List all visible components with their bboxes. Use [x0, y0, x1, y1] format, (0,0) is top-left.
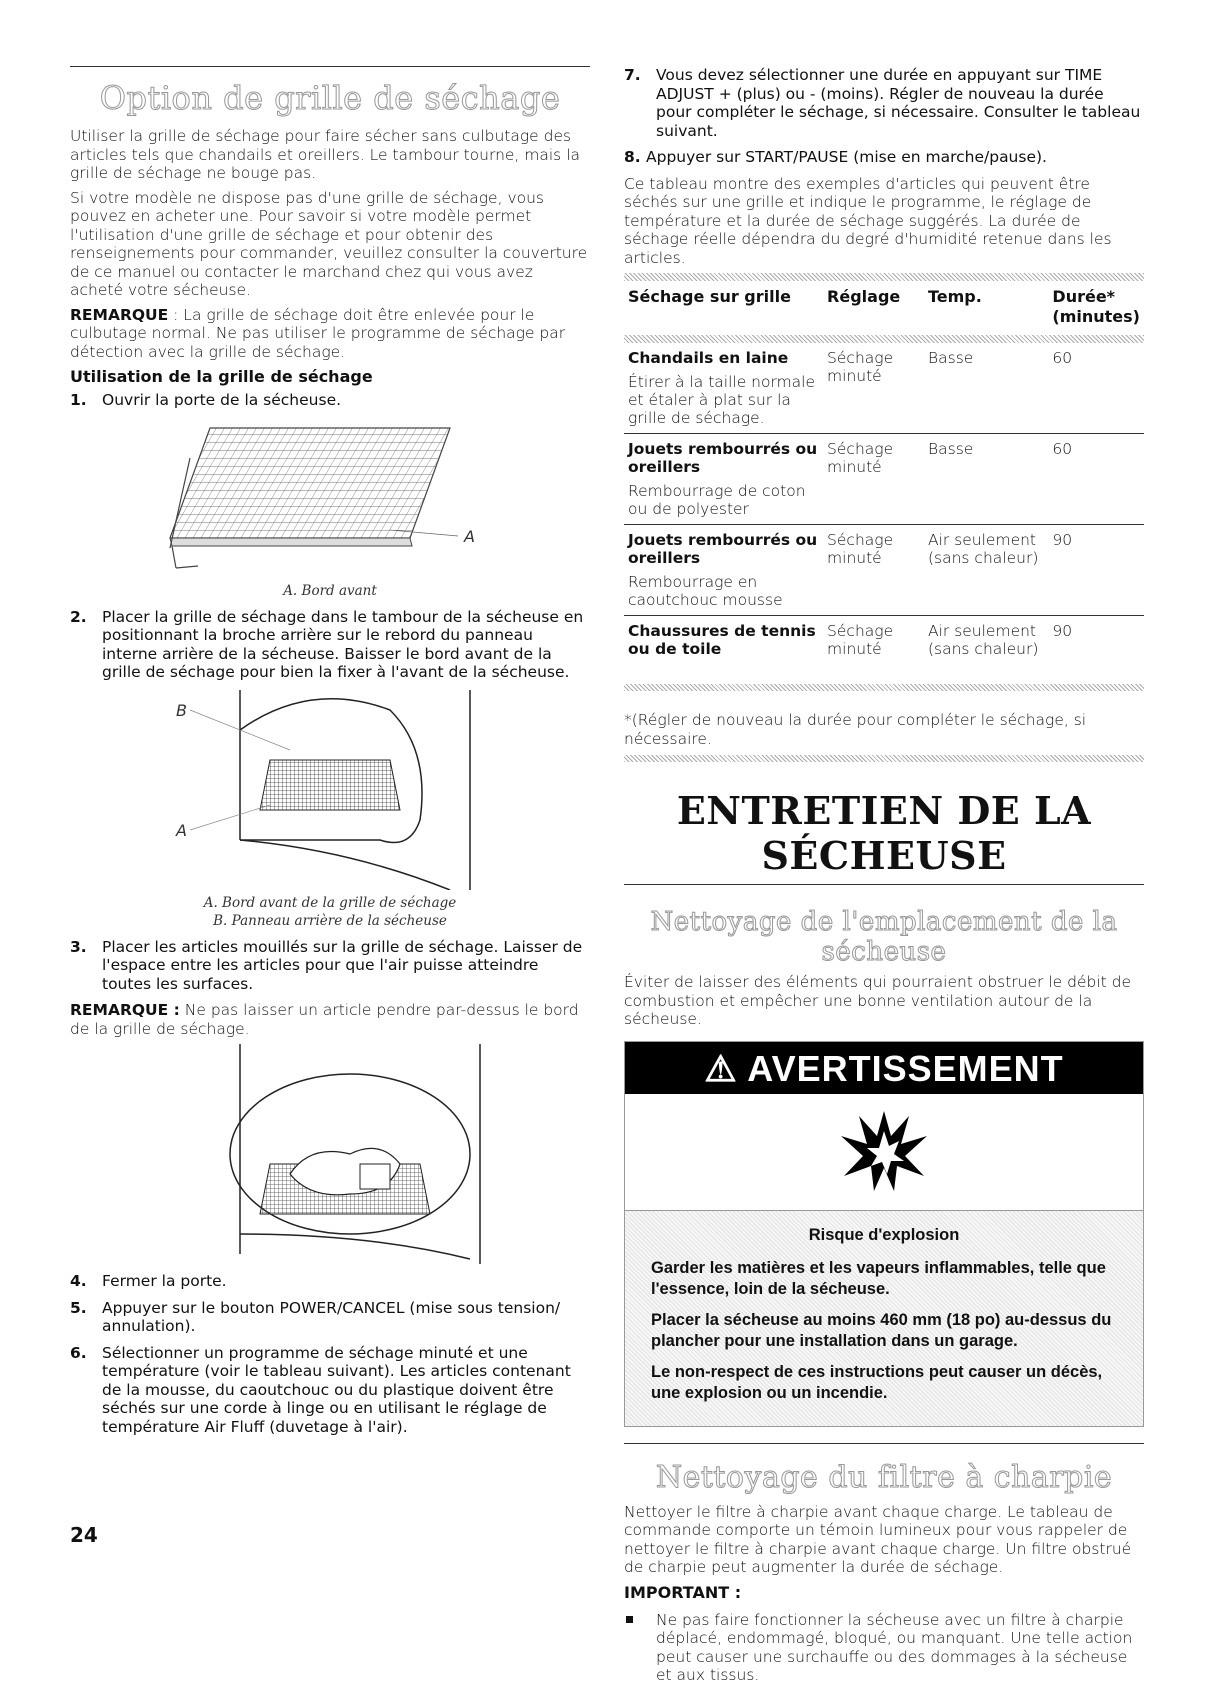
filter-rule	[624, 1443, 1144, 1444]
step-number: 5.	[70, 1298, 87, 1317]
items-on-rack-illustration	[150, 1044, 510, 1264]
cell-time: 60	[1048, 434, 1144, 525]
step-text: Sélectionner un programme de séchage minuté et une température (voir le tableau suivant). Les articles contenant de la mousse, du caoutchouc ou du plastique doivent être séchés sur une corde à linge ou en utilisant le réglage de température Air Fluff (duvetage à l'air).	[102, 1343, 571, 1436]
cell-setting: Séchage minuté	[823, 525, 924, 616]
table-row	[624, 343, 1144, 434]
header-time: Durée* (minutes)	[1052, 287, 1140, 326]
table-footnote: *(Régler de nouveau la durée pour compléter le séchage, si nécessaire.	[624, 711, 1087, 748]
main-title: ENTRETIEN DE LA SÉCHEUSE	[676, 788, 1092, 878]
note-label: REMARQUE	[70, 305, 169, 324]
step-text: Placer les articles mouillés sur la grille de séchage. Laisser de l'espace entre les articles pour que l'air puisse atteindre toutes les surfaces.	[102, 937, 583, 993]
warning-line-1: Garder les matières et les vapeurs inflammables, telle que l'essence, loin de la sécheuse.	[651, 1258, 1106, 1298]
warning-line-2: Placer la sécheuse au moins 460 mm (18 po) au-dessus du plancher pour une installation dans un garage.	[651, 1310, 1112, 1350]
section-heading-drying-rack: Option de grille de séchage	[99, 79, 561, 117]
table-top-hatch	[624, 273, 1144, 281]
step-text: Appuyer sur le bouton POWER/CANCEL (mise sous tension/ annulation).	[102, 1298, 561, 1335]
table-row	[624, 434, 1144, 525]
location-paragraph: Éviter de laisser des éléments qui pourraient obstruer le débit de combustion et empêcher une bonne ventilation autour de la sécheuse.	[624, 973, 1132, 1028]
table-intro: Ce tableau montre des exemples d'articles qui peuvent être séchés sur une grille et indique le programme, le réglage de température et la durée de séchage suggérés. La durée de séchage réelle dépendra du degré d'humidité retenue dans les articles.	[624, 174, 1112, 267]
table-header-row	[624, 281, 1144, 335]
intro-paragraph: Utiliser la grille de séchage pour faire sécher sans culbutage des articles tels que chandails et oreillers. Le tambour tourne, mais la grille de séchage ne bouge pas.	[70, 127, 580, 182]
steps-list-c	[70, 938, 590, 994]
note-paragraph	[70, 306, 590, 362]
step-7	[624, 66, 1144, 140]
item-name: Chandails en laine	[628, 349, 789, 367]
item-desc: Rembourrage en caoutchouc mousse	[628, 573, 783, 609]
figure-drying-rack	[70, 418, 590, 578]
explosion-icon-area	[625, 1094, 1143, 1211]
important-label: IMPORTANT :	[624, 1582, 742, 1602]
step-number: 8.	[624, 148, 641, 166]
table-row	[624, 525, 1144, 616]
note-label: REMARQUE :	[70, 1001, 180, 1019]
step-text: Placer la grille de séchage dans le tambour de la sécheuse en positionnant la broche arrière sur le rebord du panneau interne arrière de la sécheuse. Baisser le bord avant de la grille de séchage pour bien la fixer à l'avant de la sécheuse.	[102, 607, 584, 681]
footnote-hatch	[624, 755, 1144, 762]
note-text: : La grille de séchage doit être enlevée pour le culbutage normal. Ne pas utiliser le programme de séchage par détection avec la grille de séchage.	[70, 305, 566, 361]
item-name: Chaussures de tennis ou de toile	[628, 622, 816, 658]
subheading-using-rack: Utilisation de la grille de séchage	[70, 367, 373, 386]
header-setting: Réglage	[827, 287, 901, 306]
caption-b: B. Panneau arrière de la sécheuse	[213, 912, 447, 929]
cell-temp: Air seulement (sans chaleur)	[924, 525, 1048, 616]
step-5	[70, 1299, 590, 1336]
page-number: 24	[70, 1523, 98, 1547]
item-name: Jouets rembourrés ou oreillers	[628, 531, 818, 567]
right-column	[624, 66, 1144, 1685]
drying-rack-illustration	[150, 418, 510, 578]
step-text: Ouvrir la porte de la sécheuse.	[102, 391, 342, 409]
step-3	[70, 938, 590, 994]
step-6	[70, 1344, 590, 1437]
warning-body	[625, 1211, 1143, 1426]
item-name: Jouets rembourrés ou oreillers	[628, 440, 818, 476]
purchase-paragraph: Si votre modèle ne dispose pas d'une grille de séchage, vous pouvez en acheter une. Pour savoir si votre modèle permet l'utilisation d'une grille de séchage et pour obtenir des renseignements pour commander, veuillez consulter la couverture de ce manuel ou contacter le marchand chez qui vous avez acheté votre sécheuse.	[70, 188, 588, 299]
step-number: 6.	[70, 1343, 87, 1362]
table-row	[624, 616, 1144, 671]
cell-temp: Air seulement (sans chaleur)	[927, 622, 1039, 658]
cell-temp: Basse	[924, 343, 1048, 434]
bullet-item	[624, 1611, 1144, 1685]
step-1	[70, 391, 590, 410]
section-heading-location: Nettoyage de l'emplacement de la sécheuse	[650, 907, 1118, 967]
step-2	[70, 608, 590, 682]
warning-triangle-icon: ⚠	[704, 1047, 738, 1089]
header-rack-drying: Séchage sur grille	[628, 287, 791, 306]
rack-in-drum-illustration	[150, 690, 510, 890]
table-header-hatch	[624, 335, 1144, 343]
item-desc: Étirer à la taille normale et étaler à plat sur la grille de séchage.	[628, 373, 816, 427]
section-heading-lint-filter: Nettoyage du filtre à charpie	[655, 1459, 1113, 1495]
warning-title: AVERTISSEMENT	[747, 1047, 1064, 1089]
cell-temp: Basse	[924, 434, 1048, 525]
filter-paragraph: Nettoyer le filtre à charpie avant chaque charge. Le tableau de commande comporte un témoin lumineux pour vous rappeler de nettoyer le filtre à charpie avant chaque charge. Un filtre obstrué de charpie peut augmenter la durée de séchage.	[624, 1502, 1132, 1576]
note-text: Ne pas laisser un article pendre par-dessus le bord de la grille de séchage.	[70, 1001, 579, 1038]
cell-setting: Séchage minuté	[823, 434, 924, 525]
warning-header	[625, 1042, 1143, 1094]
step-text: Fermer la porte.	[102, 1272, 227, 1290]
step-number: 4.	[70, 1272, 87, 1290]
step-number: 3.	[70, 937, 87, 956]
figure-items-on-rack	[70, 1044, 590, 1264]
steps-list-d	[70, 1272, 590, 1436]
header-temp: Temp.	[927, 287, 982, 306]
step-8	[624, 148, 1144, 167]
step-text: Appuyer sur START/PAUSE (mise en marche/pause).	[646, 148, 1047, 166]
label-b: B	[176, 700, 187, 720]
cell-setting: Séchage minuté	[823, 343, 924, 434]
warning-box	[624, 1041, 1144, 1427]
table-bottom-hatch	[624, 684, 1144, 691]
figure-rack-in-drum	[70, 690, 590, 890]
cell-time: 60	[1048, 343, 1144, 434]
warning-line-3: Le non-respect de ces instructions peut causer un décès, une explosion ou un incendie.	[651, 1362, 1103, 1402]
top-rule	[70, 66, 590, 67]
caption-a: A. Bord avant de la grille de séchage	[203, 894, 457, 911]
caption-figure-1: A. Bord avant	[283, 582, 377, 599]
cell-time: 90	[1048, 525, 1144, 616]
label-a: A	[464, 526, 475, 546]
step-4	[70, 1272, 590, 1291]
steps-list-a	[70, 391, 590, 410]
label-a2: A	[176, 820, 187, 840]
step-text: Vous devez sélectionner une durée en appuyant sur TIME ADJUST + (plus) ou - (moins). Régler de nouveau la durée pour compléter le séchage, si nécessaire. Consulter le tableau suivant.	[656, 66, 1141, 140]
cell-setting: Séchage minuté	[827, 622, 894, 658]
caption-figure-2	[70, 894, 590, 930]
drying-rack-table	[624, 273, 1144, 670]
title-rule	[624, 884, 1144, 885]
warning-risk: Risque d'explosion	[808, 1225, 960, 1244]
step-number: 1.	[70, 391, 87, 409]
cell-time: 90	[1052, 622, 1073, 640]
steps-list-e	[624, 66, 1144, 167]
bullet-square-icon	[626, 1616, 633, 1623]
note-paragraph-2	[70, 1001, 590, 1038]
item-desc: Rembourrage de coton ou de polyester	[628, 482, 806, 518]
left-column	[70, 66, 590, 1444]
step-number: 7.	[624, 66, 641, 84]
important-bullets	[624, 1611, 1144, 1685]
bullet-text: Ne pas faire fonctionner la sécheuse avec un filtre à charpie déplacé, endommagé, bloqué, ou manquant. Une telle action peut causer une surchauffe ou des dommages à la sécheuse et aux tissus.	[656, 1610, 1133, 1684]
explosion-icon	[839, 1106, 929, 1196]
step-number: 2.	[70, 607, 87, 626]
steps-list-b	[70, 608, 590, 682]
